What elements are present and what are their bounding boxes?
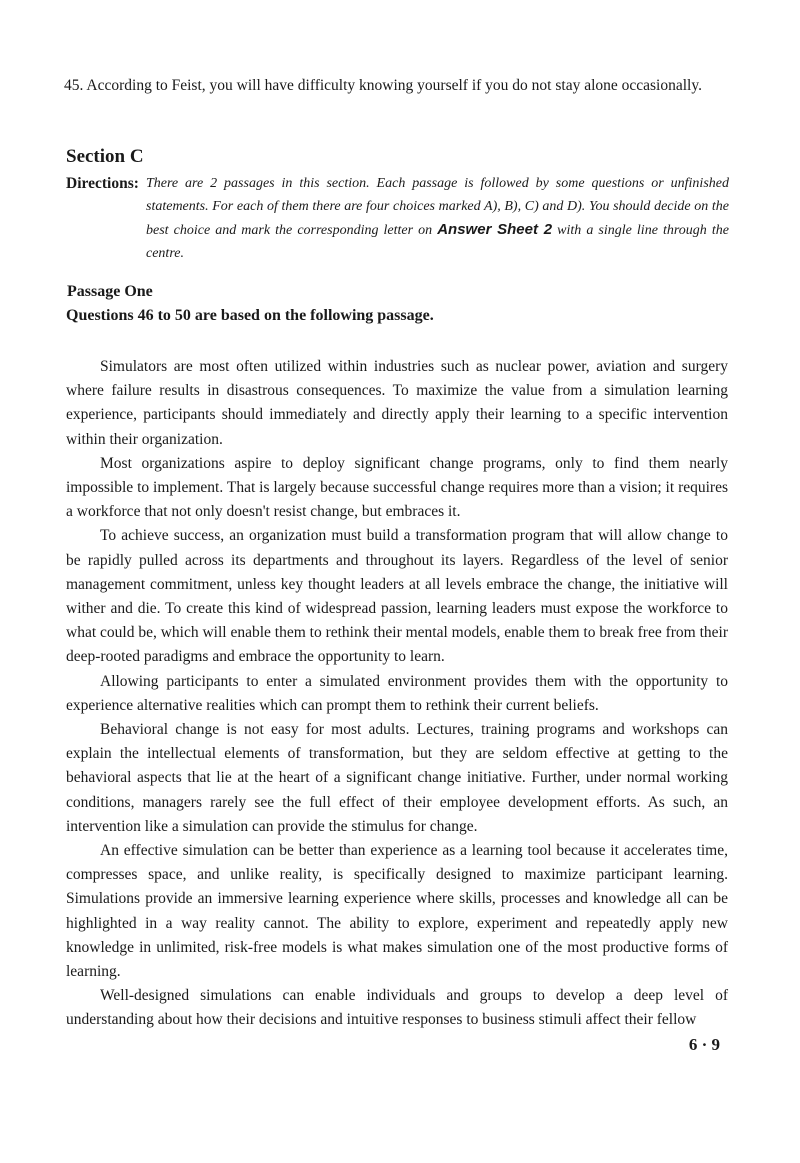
directions-block — [66, 172, 729, 265]
question-45 — [64, 74, 729, 97]
paragraph: To achieve success, an organization must build a transformation program that will allow change to be rapidly pulled across its departments and throughout its layers. Regardless of the level of senior management commitment, unless key thought leaders at all levels embrace the change, the initiative will wither and die. To create this kind of widespread passion, learning leaders must expose the workforce to what could be, which will enable them to rethink their mental models, enable them to break free from their deep-rooted paradigms and embrace the opportunity to learn. — [66, 527, 728, 666]
directions-label: Directions: — [66, 175, 139, 192]
paragraph: Most organizations aspire to deploy significant change programs, only to find them nearly impossible to implement. That is largely because successful change requires more than a vision; it requires a workforce that not only doesn't resist change, but embraces it. — [66, 454, 728, 521]
page-number: 6 · 9 — [688, 1035, 720, 1054]
directions-part1: There are 2 passages in this section. Each passage is followed by some questions or unfinished statements. For each of them there are four choices marked A), B), C) and D). You should decide on the best choice and mark the corresponding letter on — [146, 176, 729, 238]
answer-sheet-label: Answer Sheet 2 — [437, 221, 553, 238]
passage-body — [66, 355, 728, 1033]
passage-title: Passage One — [67, 283, 153, 300]
directions-text — [146, 172, 729, 265]
paragraph: Simulators are most often utilized within industries such as nuclear power, aviation and surgery where failure results in disastrous consequences. To maximize the value from a simulation learning experience, participants should immediately and directly apply their learning to a specific intervention within their organization. — [66, 358, 728, 448]
section-title: Section C — [66, 146, 144, 167]
paragraph: Well-designed simulations can enable individuals and groups to develop a deep level of understanding about how their decisions and intuitive responses to business stimuli affect their fellow — [66, 987, 728, 1029]
paragraph: Behavioral change is not easy for most adults. Lectures, training programs and workshops can explain the intellectual elements of transformation, but they are seldom effective at getting to the behavioral aspects that lie at the heart of a significant change initiative. Further, under normal working conditions, managers rarely see the full effect of their employee development efforts. As such, an intervention like a simulation can provide the stimulus for change. — [66, 721, 728, 835]
passage-subtitle: Questions 46 to 50 are based on the following passage. — [66, 307, 434, 324]
paragraph: Allowing participants to enter a simulated environment provides them with the opportunity to experience alternative realities which can prompt them to rethink their current beliefs. — [66, 672, 728, 714]
directions-part2: with a single line through the centre. — [146, 223, 729, 261]
paragraph: An effective simulation can be better than experience as a learning tool because it accelerates time, compresses space, and unlike reality, is specifically designed to maximize participant learning. Simulations provide an immersive learning experience where skills, processes and knowledge all can be highlighted in a way reality cannot. The ability to explore, experiment and repeatedly apply new knowledge in unlimited, risk-free models is what makes simulation one of the most productive forms of learning. — [66, 842, 728, 981]
question-45-text: 45. According to Feist, you will have difficulty knowing yourself if you do not stay alone occasionally. — [64, 77, 702, 94]
